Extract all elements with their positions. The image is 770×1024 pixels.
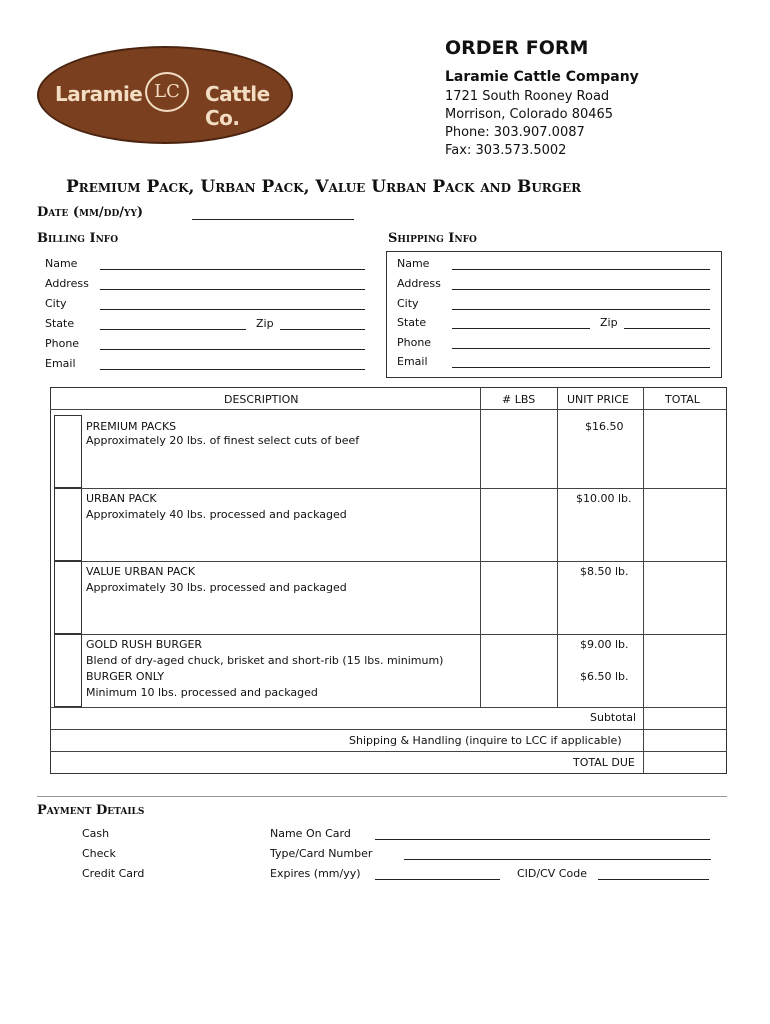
shipping-phone-label: Phone	[397, 336, 432, 349]
row-value-urban-name: VALUE URBAN PACK	[86, 565, 196, 578]
billing-email-label: Email	[45, 357, 76, 370]
header-total: TOTAL	[665, 393, 700, 406]
lbs-column-divider	[480, 387, 481, 707]
header-divider	[50, 409, 727, 410]
payment-cash-option[interactable]: Cash	[82, 827, 110, 840]
billing-address-field[interactable]	[100, 289, 365, 290]
shipping-state-label: State	[397, 316, 427, 329]
shipping-title: Shipping Info	[388, 231, 477, 246]
name-on-card-field[interactable]	[375, 839, 710, 840]
header-description: DESCRIPTION	[224, 393, 299, 406]
logo-right-text: Cattle Co.	[205, 82, 270, 130]
shipping-zip-label: Zip	[600, 316, 618, 329]
billing-name-field[interactable]	[100, 269, 365, 270]
payment-credit-card-option[interactable]: Credit Card	[82, 867, 145, 880]
shipping-box	[386, 251, 722, 378]
billing-zip-field[interactable]	[280, 329, 365, 330]
select-premium-checkbox[interactable]	[54, 415, 82, 488]
header-unit-price: UNIT PRICE	[567, 393, 629, 406]
row-divider	[50, 751, 727, 752]
company-name: Laramie Cattle Company	[445, 69, 639, 85]
shipping-address-field[interactable]	[452, 289, 710, 290]
company-phone: Phone: 303.907.0087	[445, 125, 585, 140]
total-column-divider	[643, 387, 644, 774]
shipping-name-label: Name	[397, 257, 430, 270]
billing-phone-field[interactable]	[100, 349, 365, 350]
billing-name-label: Name	[45, 257, 78, 270]
row-burger-only-price: $6.50 lb.	[580, 670, 629, 683]
payment-title: Payment Details	[37, 803, 145, 818]
main-title: Premium Pack, Urban Pack, Value Urban Pack and Burger	[66, 177, 582, 197]
shipping-email-label: Email	[397, 355, 428, 368]
logo-mark: LC	[145, 72, 189, 112]
company-fax: Fax: 303.573.5002	[445, 143, 567, 158]
section-separator	[37, 796, 727, 797]
row-premium-desc: Approximately 20 lbs. of finest select cuts of beef	[86, 434, 360, 447]
payment-check-option[interactable]: Check	[82, 847, 116, 860]
shipping-zip-field[interactable]	[624, 328, 710, 329]
company-address-1: 1721 South Rooney Road	[445, 89, 610, 104]
total-due-label: TOTAL DUE	[573, 756, 635, 769]
row-divider	[81, 561, 727, 562]
select-value-urban-checkbox[interactable]	[54, 561, 82, 634]
select-urban-checkbox[interactable]	[54, 488, 82, 561]
shipping-handling-label: Shipping & Handling (inquire to LCC if applicable)	[349, 734, 622, 747]
company-logo	[37, 46, 293, 144]
date-label: Date (mm/dd/yy)	[37, 205, 144, 220]
billing-city-field[interactable]	[100, 309, 365, 310]
expires-label: Expires (mm/yy)	[270, 867, 361, 880]
card-number-label: Type/Card Number	[270, 847, 373, 860]
form-title: ORDER FORM	[445, 37, 589, 59]
shipping-phone-field[interactable]	[452, 348, 710, 349]
header-lbs: # LBS	[502, 393, 536, 406]
row-premium-price: $16.50	[585, 420, 624, 433]
select-burger-checkbox[interactable]	[54, 634, 82, 707]
row-burger-price: $9.00 lb.	[580, 638, 629, 651]
row-urban-name: URBAN PACK	[86, 492, 157, 505]
row-divider	[50, 707, 727, 708]
logo-left-text: Laramie	[55, 82, 143, 106]
billing-title: Billing Info	[37, 231, 119, 246]
name-on-card-label: Name On Card	[270, 827, 351, 840]
row-divider	[81, 488, 727, 489]
shipping-email-field[interactable]	[452, 367, 710, 368]
price-column-divider	[557, 387, 558, 707]
card-number-field[interactable]	[404, 859, 711, 860]
billing-city-label: City	[45, 297, 67, 310]
row-divider	[50, 729, 727, 730]
row-divider	[81, 634, 727, 635]
row-value-urban-desc: Approximately 30 lbs. processed and packaged	[86, 581, 347, 594]
billing-zip-label: Zip	[256, 317, 274, 330]
billing-state-label: State	[45, 317, 75, 330]
row-urban-desc: Approximately 40 lbs. processed and packaged	[86, 508, 347, 521]
shipping-name-field[interactable]	[452, 269, 710, 270]
date-field[interactable]	[192, 219, 354, 220]
shipping-city-label: City	[397, 297, 419, 310]
subtotal-label: Subtotal	[590, 711, 637, 724]
row-value-urban-price: $8.50 lb.	[580, 565, 629, 578]
billing-email-field[interactable]	[100, 369, 365, 370]
billing-state-field[interactable]	[100, 329, 246, 330]
row-burger-only-name: BURGER ONLY	[86, 670, 165, 683]
shipping-address-label: Address	[397, 277, 441, 290]
billing-address-label: Address	[45, 277, 89, 290]
row-burger-desc: Blend of dry-aged chuck, brisket and short-rib (15 lbs. minimum)	[86, 654, 444, 667]
row-urban-price: $10.00 lb.	[576, 492, 632, 505]
row-burger-only-desc: Minimum 10 lbs. processed and packaged	[86, 686, 318, 699]
row-burger-name: GOLD RUSH BURGER	[86, 638, 203, 651]
company-address-2: Morrison, Colorado 80465	[445, 107, 614, 122]
shipping-city-field[interactable]	[452, 309, 710, 310]
cid-label: CID/CV Code	[517, 867, 587, 880]
billing-phone-label: Phone	[45, 337, 80, 350]
row-premium-name: PREMIUM PACKS	[86, 420, 177, 433]
expires-field[interactable]	[375, 879, 500, 880]
shipping-state-field[interactable]	[452, 328, 590, 329]
cid-field[interactable]	[598, 879, 709, 880]
